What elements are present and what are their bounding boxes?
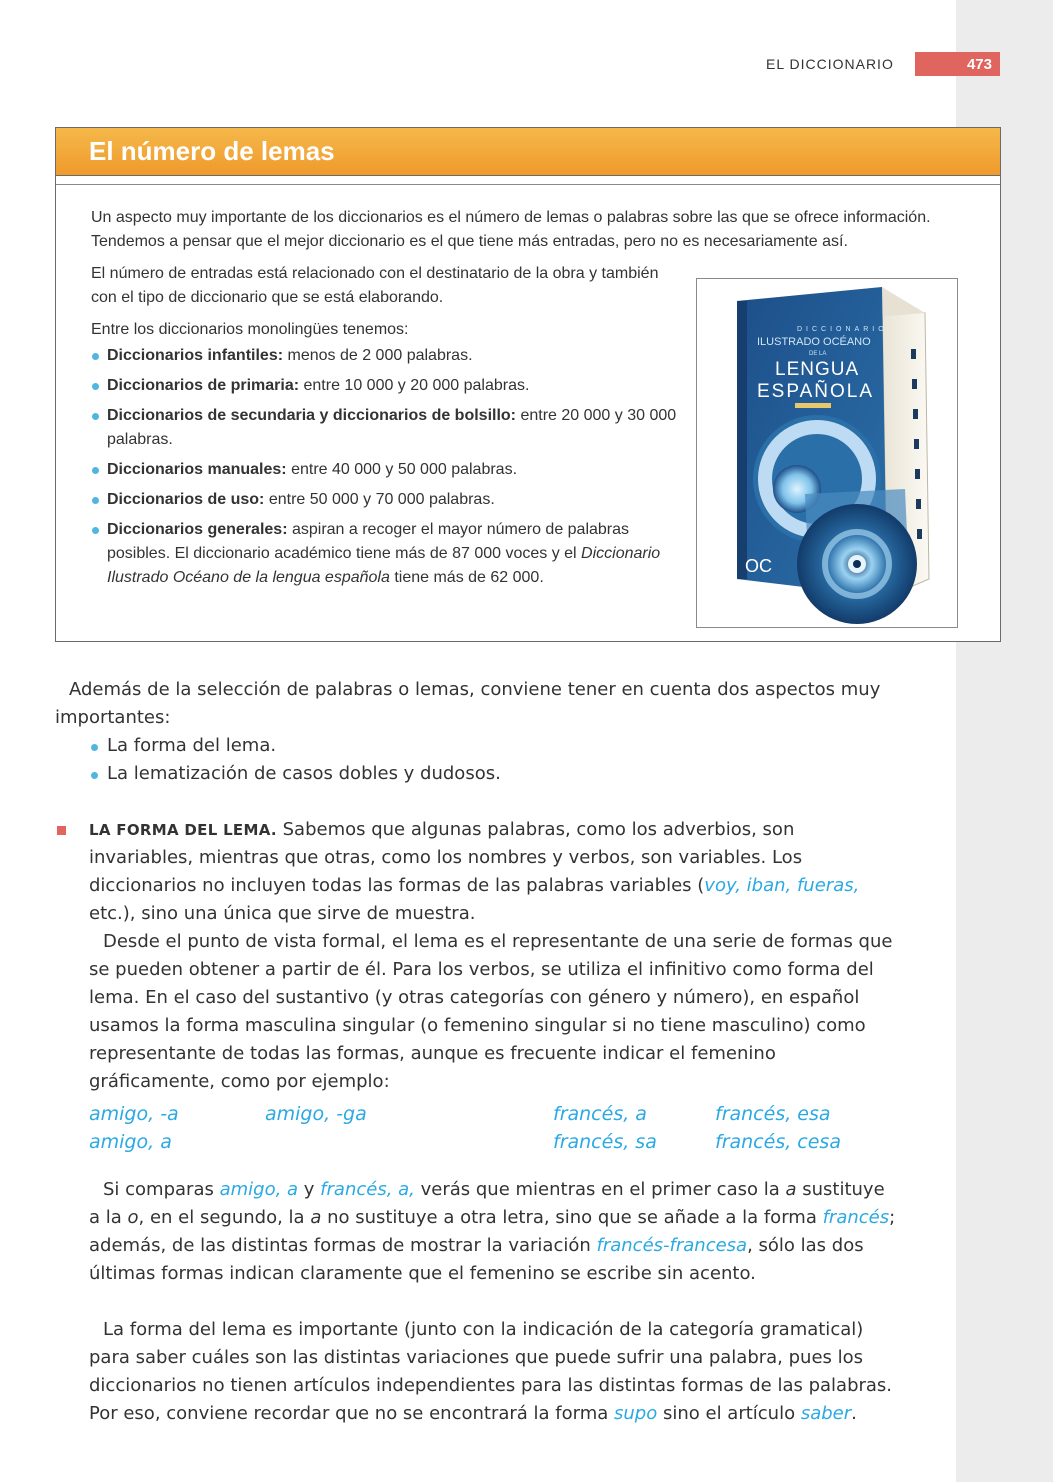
book-illustration-frame xyxy=(696,278,958,628)
section-forma-del-lema xyxy=(55,816,901,1428)
list-item xyxy=(91,344,681,368)
list-item: La forma del lema. xyxy=(89,732,901,760)
item-term: Diccionarios de secundaria y diccionarios de bolsillo: xyxy=(107,407,517,424)
item-text: entre 10 000 y 20 000 palabras. xyxy=(299,377,530,394)
text-run: ; además, de las distintas formas de mostrar la variación xyxy=(89,1207,896,1256)
text-run: , en el segundo, la xyxy=(138,1207,311,1228)
aspects-list xyxy=(55,732,901,788)
item-term: Diccionarios de primaria: xyxy=(107,377,300,394)
text-run: , sólo las dos últimas formas indican claramente que el femenino se escribe sin acento. xyxy=(89,1235,864,1284)
item-text: tiene más de 62 000. xyxy=(389,569,544,586)
letter: o xyxy=(127,1207,139,1228)
example: amigo, a xyxy=(89,1131,172,1153)
example: amigo, -a xyxy=(89,1103,179,1125)
item-text: entre 20 000 y 30 000 palabras. xyxy=(107,407,677,448)
box-intro: Un aspecto muy importante de los diccionarios es el número de lemas o palabras sobre las que se ofrece información. Tendemos a pensar que el mejor diccionario es el que tiene más entradas, pero no es necesariamente así. xyxy=(91,209,931,250)
text-run: y xyxy=(298,1179,321,1200)
item-text: menos de 2 000 palabras. xyxy=(283,347,473,364)
item-text: entre 50 000 y 70 000 palabras. xyxy=(264,491,495,508)
text-run: verás que mientras en el primer caso la xyxy=(414,1179,786,1200)
list-item xyxy=(91,458,681,482)
example: francés, sa xyxy=(553,1131,657,1153)
example: francés, a xyxy=(553,1103,647,1125)
list-item xyxy=(91,488,681,512)
box-list-intro: Entre los diccionarios monolingües tenemos: xyxy=(91,321,409,338)
item-term: Diccionarios manuales: xyxy=(107,461,287,478)
example-words: voy, iban, fueras, xyxy=(704,875,860,896)
running-head xyxy=(760,52,1000,76)
book-line4: ESPAÑOLA xyxy=(757,381,875,402)
section-paragraph xyxy=(89,816,901,928)
section-heading: LA FORMA DEL LEMA. xyxy=(89,821,277,839)
text-run: no sustituye a otra letra, sino que se añade a la forma xyxy=(321,1207,823,1228)
book-line3: LENGUA xyxy=(775,359,860,380)
example: francés, cesa xyxy=(715,1131,841,1153)
text-run: sustituye a la xyxy=(89,1179,885,1228)
text-run: etc.), sino una única que sirve de muestra. xyxy=(89,903,476,924)
example-word: saber xyxy=(800,1403,852,1424)
page-number: 473 xyxy=(915,52,1000,76)
section-name: EL DICCIONARIO xyxy=(766,56,894,72)
text-run: Si comparas xyxy=(103,1179,220,1200)
letter: a xyxy=(785,1179,797,1200)
list-item: La lematización de casos dobles y dudosos. xyxy=(89,760,901,788)
item-text: entre 40 000 y 50 000 palabras. xyxy=(286,461,518,478)
text-run: sino el artículo xyxy=(657,1403,801,1424)
example-word: francés xyxy=(822,1207,890,1228)
book-title: Diccionario Ilustrado Océano de la lengua española xyxy=(107,545,661,586)
dictionary-book-illustration xyxy=(697,279,957,627)
book-line1: ILUSTRADO OCÉANO xyxy=(757,336,871,348)
list-item xyxy=(91,374,681,398)
example: amigo, -ga xyxy=(265,1103,367,1125)
text-run: La forma del lema es importante (junto con la indicación de la categoría gramatical) para saber cuáles son las distintas variaciones que puede sufrir una palabra, pues los diccionarios no tienen artículos independientes para las distintas formas de las palabras. Por eso, conviene recordar que no se encontrará la forma xyxy=(89,1319,893,1424)
info-box-title: El número de lemas xyxy=(89,136,335,166)
divider xyxy=(56,184,1000,185)
example: francés, esa xyxy=(715,1103,831,1125)
item-term: Diccionarios de uso: xyxy=(107,491,265,508)
example-word: francés, a, xyxy=(320,1179,415,1200)
letter: a xyxy=(310,1207,322,1228)
text-run: Sabemos que algunas palabras, como los adverbios, son invariables, mientras que otras, como los nombres y verbos, son variables. Los diccionarios no incluyen todas las formas de las palabras variables ( xyxy=(89,819,803,896)
info-box-header xyxy=(56,128,1000,176)
example-word: amigo, a xyxy=(219,1179,299,1200)
example-word: francés-francesa xyxy=(596,1235,748,1256)
list-item xyxy=(91,404,681,452)
examples-grid xyxy=(89,1100,901,1156)
book-spine-text: OC xyxy=(745,556,772,576)
book-top-line: DICCIONARIO xyxy=(797,326,888,333)
section-paragraph xyxy=(89,1316,901,1428)
example-word: supo xyxy=(614,1403,658,1424)
dictionary-list xyxy=(91,344,681,590)
info-box xyxy=(55,127,1001,642)
section-paragraph: Desde el punto de vista formal, el lema es el representante de una serie de formas que se pueden obtener a partir de él. Para los verbos, se utiliza el infinitivo como forma del lema. En el caso del sustantivo (y otras categorías con género y número), en español usamos la forma masculina singular (o femenino singular si no tiene masculino) como representante de todas las formas, aunque es frecuente indicar el femenino gráficamente, como por ejemplo: xyxy=(89,931,893,1092)
section-marker-icon xyxy=(57,826,66,835)
intro-paragraph: Además de la selección de palabras o lemas, conviene tener en cuenta dos aspectos muy importantes: xyxy=(55,679,881,728)
book-line2: DE LA xyxy=(809,351,827,357)
text-run: . xyxy=(851,1403,857,1424)
item-term: Diccionarios generales: xyxy=(107,521,288,538)
section-paragraph xyxy=(89,1176,901,1288)
box-para: El número de entradas está relacionado con el destinatario de la obra y también con el tipo de diccionario que se está elaborando. xyxy=(91,265,659,306)
list-item xyxy=(91,518,681,590)
item-text: aspiran a recoger el mayor número de palabras posibles. El diccionario académico tiene más de 87 000 voces y el xyxy=(107,521,630,562)
item-term: Diccionarios infantiles: xyxy=(107,347,284,364)
main-text xyxy=(55,676,901,1428)
